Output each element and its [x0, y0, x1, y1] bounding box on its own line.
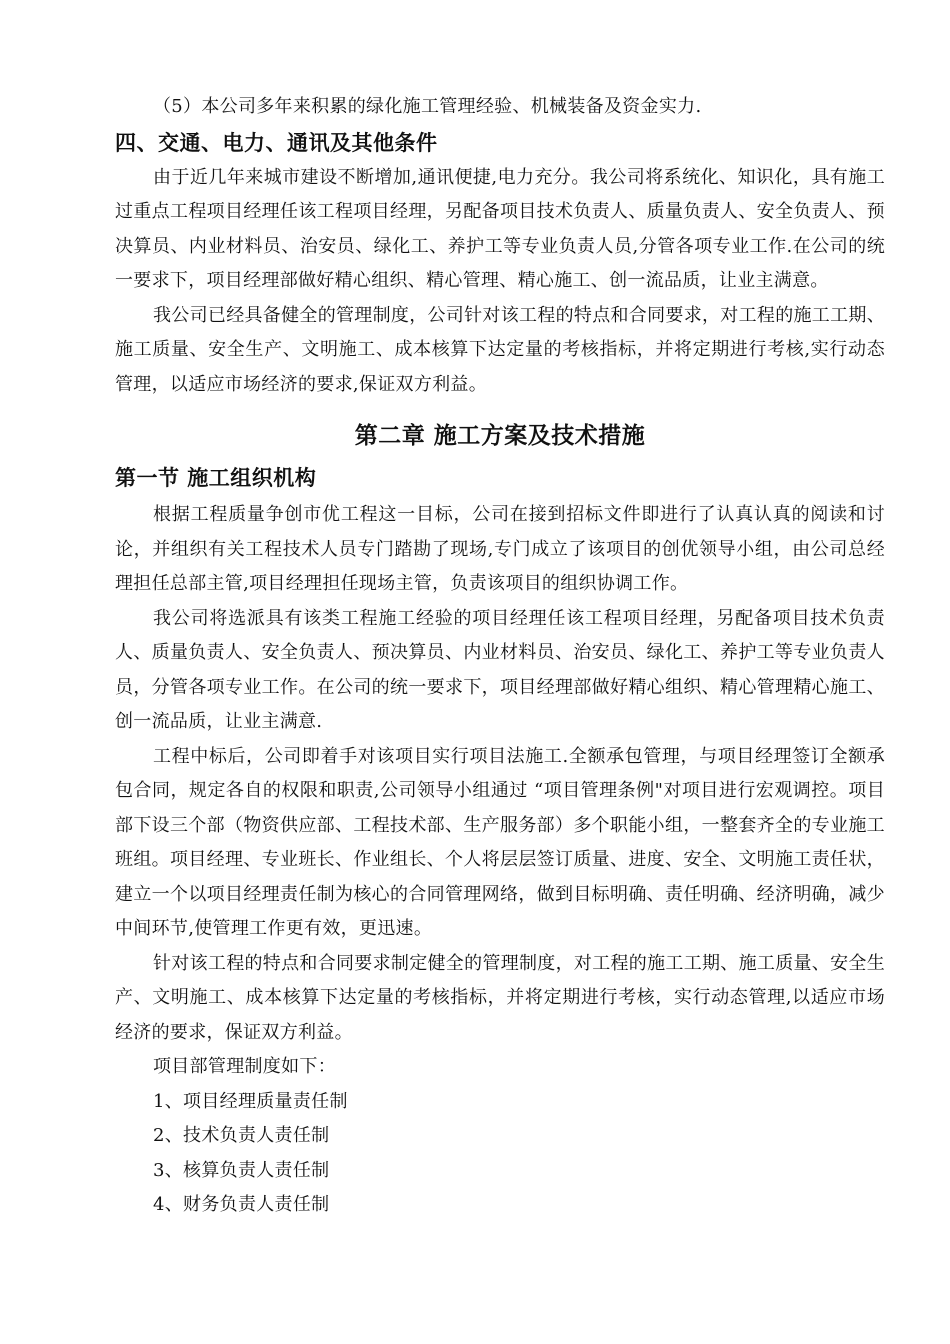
list-item: 2、技术负责人责任制 — [153, 1125, 330, 1146]
intro-paragraph: （5）本公司多年来积累的绿化施工管理经验、机械装备及资金实力. — [153, 96, 702, 117]
section-1-paragraph-4: 针对该工程的特点和合同要求制定健全的管理制度，对工程的施工工期、施工质量、安全生产、文明施工、成本核算下达定量的考核指标，并将定期进行考核，实行动态管理,以适应市场经济的要求，保证双方利益。 — [115, 952, 885, 1043]
chapter-2-heading: 第二章 施工方案及技术措施 — [354, 423, 646, 449]
list-item: 4、财务负责人责任制 — [153, 1194, 330, 1215]
section-4-paragraph-2: 我公司已经具备健全的管理制度，公司针对该工程的特点和合同要求，对工程的施工工期、施工质量、安全生产、文明施工、成本核算下达定量的考核指标，并将定期进行考核,实行动态管理，以适应市场经济的要求,保证双方利益。 — [115, 304, 885, 395]
section-1-paragraph-3: 工程中标后，公司即着手对该项目实行项目法施工.全额承包管理，与项目经理签订全额承包合同，规定各自的权限和职责,公司领导小组通过 “项目管理条例"对项目进行宏观调控。项目部下设三个部（物资供应部、工程技术部、生产服务部）多个职能小组，一整套齐全的专业施工班组。项目经理、专业班长、作业组长、个人将层层签订质量、进度、安全、文明施工责任状，建立一个以项目经理责任制为核心的合同管理网络，做到目标明确、责任明确、经济明确，减少中间环节,使管理工作更有效，更迅速。 — [115, 745, 885, 939]
section-1-paragraph-1: 根据工程质量争创市优工程这一目标，公司在接到招标文件即进行了认真认真的阅读和讨论，并组织有关工程技术人员专门踏勘了现场,专门成立了该项目的创优领导小组，由公司总经理担任总部主管,项目经理担任现场主管，负责该项目的组织协调工作。 — [115, 504, 885, 594]
list-item: 3、核算负责人责任制 — [153, 1159, 330, 1181]
section-1-heading: 第一节 施工组织机构 — [115, 466, 317, 490]
section-1-paragraph-2: 我公司将选派具有该类工程施工经验的项目经理任该工程项目经理，另配备项目技术负责人、质量负责人、安全负责人、预决算员、内业材料员、治安员、绿化工、养护工等专业负责人员，分管各项专业工作。在公司的统一要求下，项目经理部做好精心组织、精心管理精心施工、创一流品质，让业主满意. — [115, 607, 885, 732]
list-item: 1、项目经理质量责任制 — [153, 1090, 348, 1112]
section-4-paragraph-1: 由于近几年来城市建设不断增加,通讯便捷,电力充分。我公司将系统化、知识化，具有施工过重点工程项目经理任该工程项目经理，另配备项目技术负责人、质量负责人、安全负责人、预决算员、内业材料员、治安员、绿化工、养护工等专业负责人员,分管各项专业工作.在公司的统一要求下，项目经理部做好精心组织、精心管理、精心施工、创一流品质，让业主满意。 — [115, 166, 885, 291]
management-system-intro: 项目部管理制度如下： — [153, 1056, 336, 1077]
document-body — [115, 90, 885, 1223]
section-4-heading: 四、交通、电力、通讯及其他条件 — [115, 130, 438, 155]
